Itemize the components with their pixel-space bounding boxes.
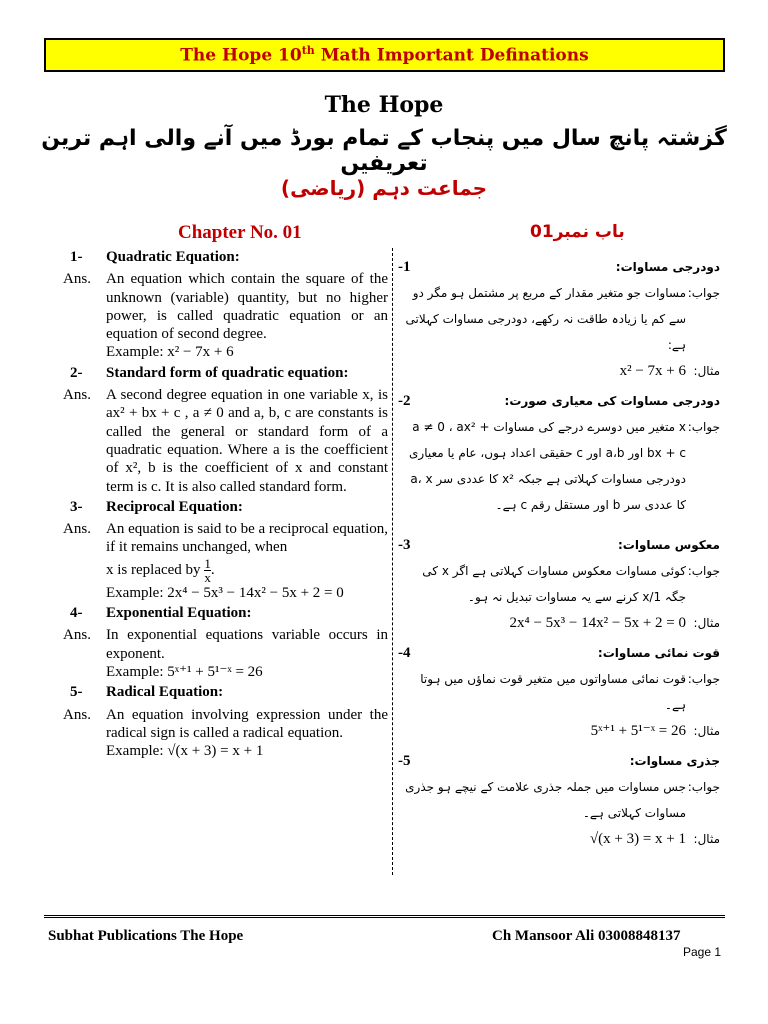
header-banner [44, 38, 725, 72]
question-heading: 5- Radical Equation: [70, 684, 224, 701]
footer-author-contact: Ch Mansoor Ali 03008848137 [492, 928, 681, 944]
answer-block: Ans. An equation is said to be a reciprocal equation, if it remains unchanged, when x is replaced by $\frac{1}{x}$ . Example: 2x⁴ − 5x³ − 14x² − 5x + 2 = 0 [63, 521, 388, 601]
urdu-example: مثال: 5ˣ⁺¹ + 5¹⁻ˣ = 26 [590, 723, 720, 739]
question-heading: 4- Exponential Equation: [70, 605, 252, 622]
answer-block: Ans. An equation involving expression under the radical sign is called a radical equation. Example: √(x + 3) = x + 1 [63, 706, 388, 760]
urdu-question-heading: جذری مساوات: -5 [398, 753, 720, 769]
urdu-question-heading: قوت نمائی مساوات: -4 [398, 645, 720, 661]
example-text: Example: 5ˣ⁺¹ + 5¹⁻ˣ = 26 [106, 663, 263, 680]
example-text: Example: 2x⁴ − 5x³ − 14x² − 5x + 2 = 0 [106, 584, 344, 601]
question-heading: 3- Reciprocal Equation: [70, 498, 243, 515]
answer-block: Ans. In exponential equations variable occurs in exponent. Example: 5ˣ⁺¹ + 5¹⁻ˣ = 26 [63, 627, 388, 680]
question-heading: 2- Standard form of quadratic equation: [70, 364, 349, 381]
urdu-column [398, 250, 720, 852]
urdu-answer-block: جواب: x متغیر میں دوسرے درجے کی مساوات a ≠ 0 ، ax² + bx + c اور a،b اور c حقیقی اعداد ہوں، عام یا معیاری دودرجی مساوات کہلاتی ہے جبکہ x² کا عددی سر a، x کا عددی سر b اور مستقل رقم c ہے۔ [409, 420, 720, 512]
urdu-answer-block: جواب: جس مساوات میں جملہ جذری علامت کے نیچے ہو جذری مساوات کہلاتی ہے۔ [405, 780, 720, 820]
urdu-answer-block: جواب: کوئی مساوات معکوس مساوات کہلاتی ہے اگر x کی جگہ 1/x کرنے سے یہ مساوات تبدیل نہ ہو۔ [422, 564, 720, 604]
urdu-title: گزشتہ پانچ سال میں پنجاب کے تمام بورڈ میں آنے والی اہم ترین تعریفیں [41, 126, 727, 176]
answer-text: An equation which contain the square of the unknown (variable) quantity, but no higher power, is called quadratic equation or an equation of second degree. [106, 271, 388, 343]
urdu-answer-block: جواب: مساوات جو متغیر مقدار کے مربع پر مشتمل ہو مگر دو سے کم یا زیادہ طاقت نہ رکھے، دودرجی مساوات کہلاتی ہے: [405, 286, 720, 352]
footer-publisher: Subhat Publications The Hope [48, 928, 244, 944]
replaced-text: x is replaced by [106, 561, 201, 578]
urdu-example: مثال: √(x + 3) = x + 1 [589, 831, 720, 847]
example-text: Example: √(x + 3) = x + 1 [106, 743, 264, 760]
urdu-question-heading: دودرجی مساوات: -1 [398, 259, 720, 275]
urdu-example: مثال: 2x⁴ − 5x³ − 14x² − 5x + 2 = 0 [509, 615, 720, 631]
footer-rule [44, 915, 725, 918]
fraction-one-over-x: $\frac{1}{x}$ [204, 555, 211, 585]
answer-text: An equation involving expression under the radical sign is called a radical equation. [106, 706, 388, 741]
urdu-example: مثال: x² − 7x + 6 [619, 363, 720, 379]
question-heading: 1- Quadratic Equation: [70, 249, 240, 265]
chapter-heading-en: Chapter No. 01 [178, 222, 302, 243]
urdu-answer-block: جواب: قوت نمائی مساواتوں میں متغیر قوت نماؤں میں ہوتا ہے۔ [420, 672, 720, 712]
column-divider [392, 248, 393, 875]
english-column [48, 246, 388, 760]
urdu-question-heading: دودرجی مساوات کی معیاری صورت: -2 [398, 393, 720, 409]
urdu-question-heading: معکوس مساوات: -3 [398, 537, 720, 553]
answer-text: In exponential equations variable occurs in exponent. [106, 627, 388, 662]
example-text: Example: x² − 7x + 6 [106, 344, 234, 361]
urdu-subtitle: جماعت دہم (ریاضی) [280, 176, 488, 200]
brand-title: The Hope [324, 92, 444, 118]
banner-title: The Hope 10th Math Important Definations [180, 44, 589, 66]
answer-block: Ans. A second degree equation in one variable x, is ax² + bx + c , a ≠ 0 and a, b, c are constants is called the general or standard form of a quadratic equation. Where a is the coefficient of x², b is the coefficient of x and constant term is c. It is also called standard form. [63, 387, 388, 495]
answer-block: Ans. An equation which contain the square of the unknown (variable) quantity, but no higher power, is called quadratic equation or an equation of second degree. Example: x² − 7x + 6 [63, 271, 388, 361]
answer-text: An equation is said to be a reciprocal equation, if it remains unchanged, when [106, 521, 388, 556]
chapter-heading-ur: باب نمبر01 [530, 222, 625, 242]
answer-text: A second degree equation in one variable x, is ax² + bx + c , a ≠ 0 and a, b, c are constants is called the general or standard form of a quadratic equation. Where a is the coefficient of x², b is the coefficient of x and constant term is c. It is also called standard form. [106, 387, 388, 495]
page-number: Page 1 [683, 945, 722, 959]
